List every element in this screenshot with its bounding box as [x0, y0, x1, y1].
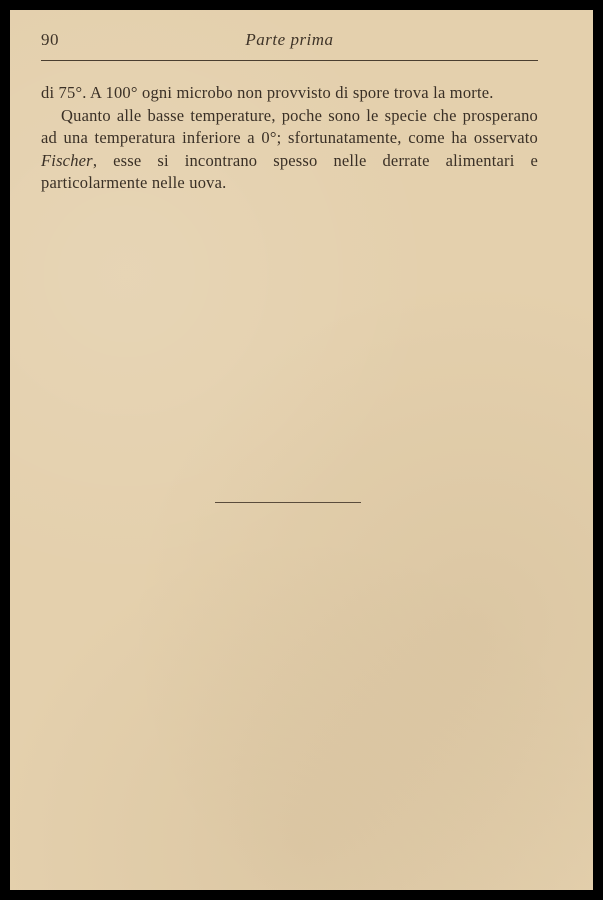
page-number: 90 [41, 30, 59, 49]
paragraph-1 [41, 82, 538, 105]
running-header [41, 30, 538, 54]
section-end-rule [215, 502, 361, 503]
header-rule [41, 60, 538, 61]
paragraph-2-text-before: Quanto alle basse temperature, poche sono le specie che prosperano ad una temperatura inferiore a 0°; sfortunatamente, come ha osservato [41, 105, 538, 148]
body-text [41, 82, 538, 195]
book-page [10, 10, 593, 890]
paragraph-2-text-after: , esse si incontrano spesso nelle derrate alimentari e particolarmente nelle uova. [41, 150, 538, 193]
paragraph-1-text: di 75°. A 100° ogni microbo non provvisto di spore trova la morte. [41, 83, 494, 102]
author-name-fischer: Fischer [41, 150, 93, 170]
paragraph-2 [41, 105, 538, 195]
running-title: Parte prima [245, 30, 334, 49]
